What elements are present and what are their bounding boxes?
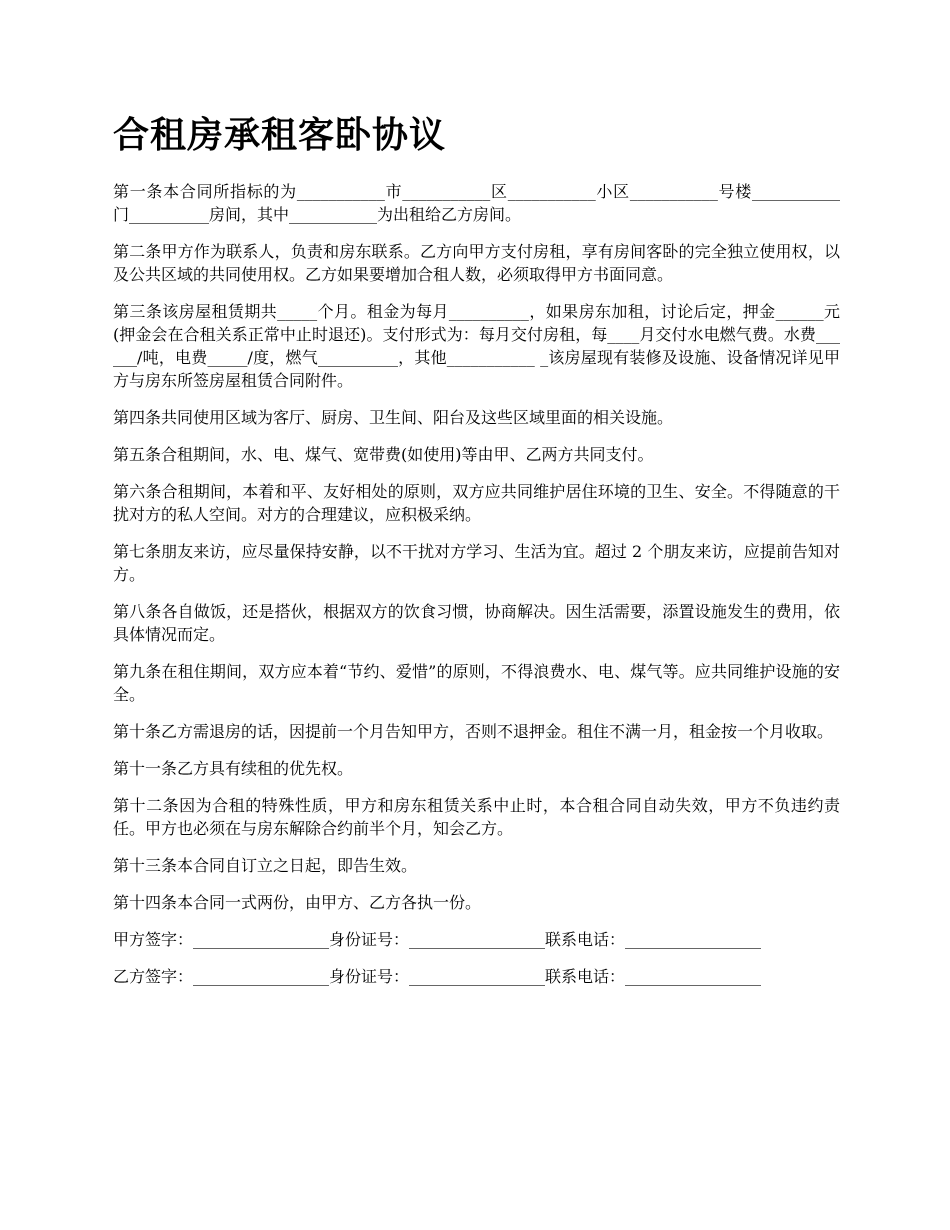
clause-10: 第十条乙方需退房的话，因提前一个月告知甲方，否则不退押金。租住不满一月，租金按一个月收取。 bbox=[113, 722, 834, 741]
signature-line-party-b: 乙方签字：_________________身份证号：_________________联系电话：_________________ bbox=[113, 967, 762, 986]
document-title: 合租房承租客卧协议 bbox=[113, 115, 447, 156]
clause-11: 第十一条乙方具有续租的优先权。 bbox=[113, 759, 354, 778]
clause-1: 第一条本合同所指标的为___________市___________区___________小区___________号楼___________门__________房间，其中___________为出租给乙方房间。 bbox=[113, 182, 840, 224]
clause-2: 第二条甲方作为联系人，负责和房东联系。乙方向甲方支付房租，享有房间客卧的完全独立使用权，以及公共区域的共同使用权。乙方如果要增加合租人数，必须取得甲方书面同意。 bbox=[113, 242, 840, 284]
clause-5: 第五条合租期间，水、电、煤气、宽带费(如使用)等由甲、乙两方共同支付。 bbox=[113, 445, 654, 464]
clause-9: 第九条在租住期间，双方应本着“节约、爱惜”的原则，不得浪费水、电、煤气等。应共同维护设施的安全。 bbox=[113, 662, 840, 704]
clause-8: 第八条各自做饭，还是搭伙，根据双方的饮食习惯，协商解决。因生活需要，添置设施发生的费用，依具体情况而定。 bbox=[113, 602, 840, 644]
clause-3: 第三条该房屋租赁期共_____个月。租金为每月__________，如果房东加租，讨论后定，押金______元(押金会在合租关系正常中止时退还)。支付形式为：每月交付房租，每____月交付水电燃气费。水费______/吨，电费_____/度，燃气__________，其他___________ _该房屋现有装修及设施、设备情况详见甲方与房东所签房屋租赁合同附件。 bbox=[113, 302, 840, 390]
document-page bbox=[113, 112, 840, 1002]
clause-7: 第七条朋友来访，应尽量保持安静，以不干扰对方学习、生活为宜。超过 2 个朋友来访，应提前告知对方。 bbox=[113, 542, 840, 584]
clause-13: 第十三条本合同自订立之日起，即告生效。 bbox=[113, 856, 418, 875]
clause-6: 第六条合租期间，本着和平、友好相处的原则，双方应共同维护居住环境的卫生、安全。不得随意的干扰对方的私人空间。对方的合理建议，应积极采纳。 bbox=[113, 482, 840, 524]
signature-line-party-a: 甲方签字：_________________身份证号：_________________联系电话：_________________ bbox=[113, 930, 762, 949]
clause-14: 第十四条本合同一式两份，由甲方、乙方各执一份。 bbox=[113, 893, 482, 912]
clause-12: 第十二条因为合租的特殊性质，甲方和房东租赁关系中止时，本合租合同自动失效，甲方不负违约责任。甲方也必须在与房东解除合约前半个月，知会乙方。 bbox=[113, 796, 840, 838]
clause-4: 第四条共同使用区域为客厅、厨房、卫生间、阳台及这些区域里面的相关设施。 bbox=[113, 408, 674, 427]
